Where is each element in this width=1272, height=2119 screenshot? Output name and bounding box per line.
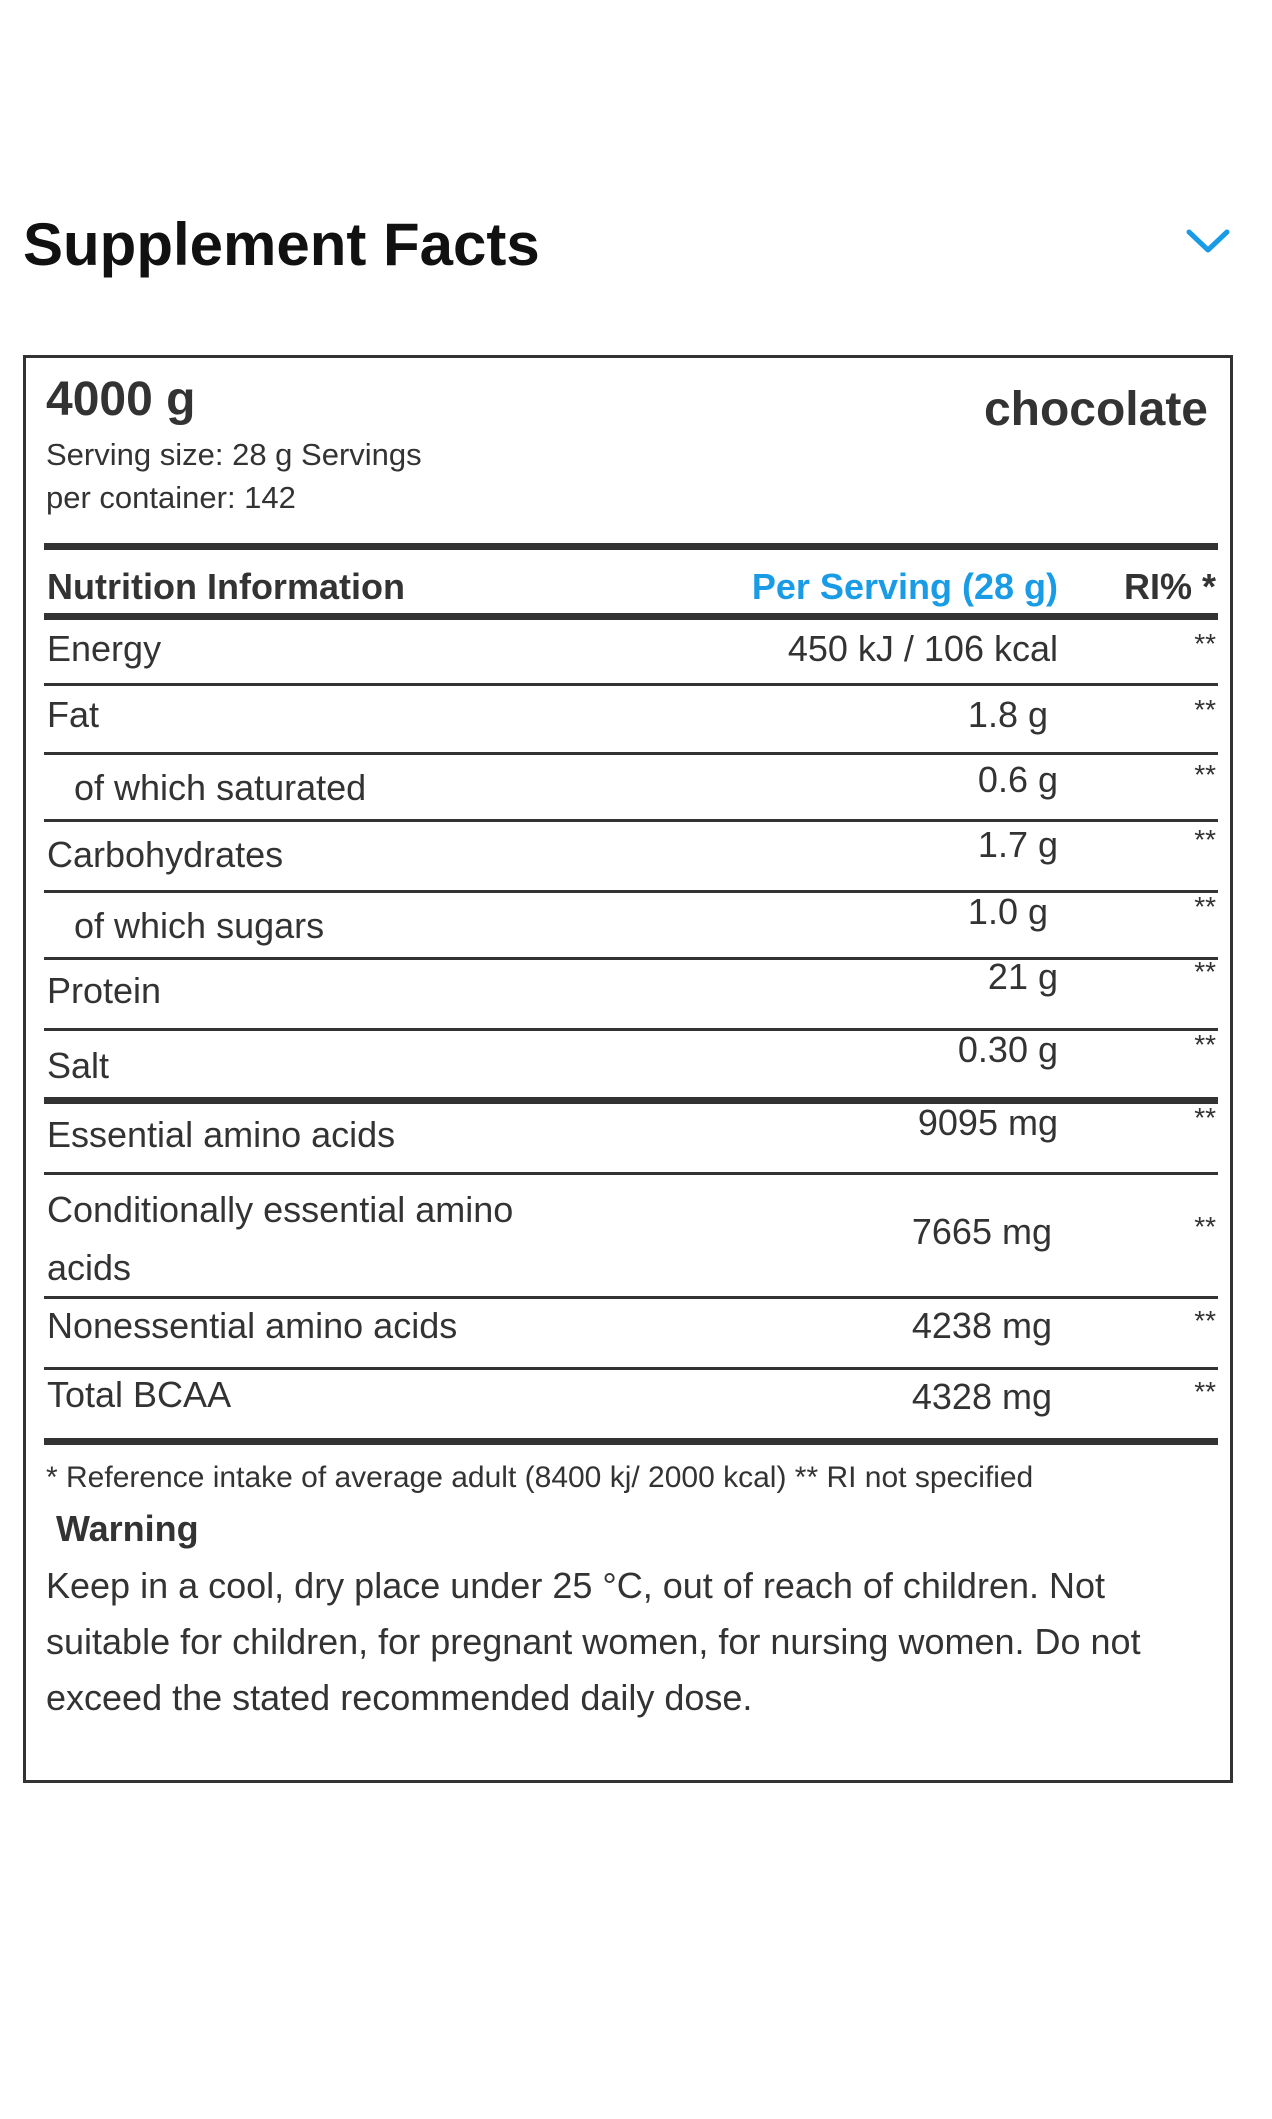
row-name: Conditionally essential amino acids bbox=[47, 1189, 514, 1288]
nutrition-table bbox=[44, 543, 1218, 1445]
row-ri: ** bbox=[1194, 891, 1216, 922]
table-row bbox=[44, 1031, 1218, 1100]
row-value: 450 kJ / 106 kcal bbox=[787, 628, 1058, 669]
row-name: Salt bbox=[47, 1045, 110, 1086]
row-ri: ** bbox=[1194, 1029, 1216, 1060]
table-row bbox=[44, 686, 1218, 755]
serving-info: Serving size: 28 g Servings per container: 142 bbox=[46, 437, 422, 515]
row-ri: ** bbox=[1194, 694, 1216, 725]
row-ri: ** bbox=[1194, 1305, 1216, 1336]
row-name: Nonessential amino acids bbox=[47, 1305, 458, 1346]
row-name: Carbohydrates bbox=[47, 834, 284, 875]
row-name: Protein bbox=[47, 970, 162, 1011]
table-divider bbox=[44, 543, 1218, 550]
row-value: 7665 mg bbox=[911, 1211, 1052, 1252]
row-ri: ** bbox=[1194, 1211, 1216, 1242]
table-header-row bbox=[44, 550, 1218, 616]
row-ri: ** bbox=[1194, 1376, 1216, 1407]
ri-footnote: * Reference intake of average adult (8400 kj/ 2000 kcal) ** RI not specified bbox=[46, 1461, 1034, 1494]
table-row bbox=[44, 1104, 1218, 1175]
row-value: 1.7 g bbox=[977, 824, 1058, 865]
row-value: 9095 mg bbox=[917, 1102, 1058, 1143]
product-flavor: chocolate bbox=[983, 383, 1208, 436]
product-weight: 4000 g bbox=[46, 373, 196, 426]
warning-text: Keep in a cool, dry place under 25 °C, out of reach of children. Not suitable for children, for pregnant women, for nursing women. Do not exceed the stated recommended daily dose. bbox=[46, 1565, 1141, 1718]
supplement-facts-header[interactable] bbox=[23, 200, 1233, 292]
table-row bbox=[44, 822, 1218, 893]
section-title: Supplement Facts bbox=[23, 211, 540, 278]
column-header-ri: RI% * bbox=[1123, 566, 1216, 607]
row-value: 1.0 g bbox=[967, 891, 1048, 932]
row-ri: ** bbox=[1194, 956, 1216, 987]
row-value: 4328 mg bbox=[911, 1376, 1052, 1417]
row-value: 0.30 g bbox=[957, 1029, 1058, 1070]
column-header-nutrition: Nutrition Information bbox=[47, 566, 405, 607]
row-name: Fat bbox=[47, 694, 100, 735]
row-name: Energy bbox=[47, 628, 162, 669]
row-name: Essential amino acids bbox=[47, 1114, 396, 1155]
table-row bbox=[44, 956, 1218, 1031]
table-row bbox=[44, 620, 1218, 686]
row-name: Total BCAA bbox=[47, 1374, 232, 1415]
row-value: 4238 mg bbox=[911, 1305, 1052, 1346]
row-value: 1.8 g bbox=[967, 694, 1048, 735]
row-ri: ** bbox=[1194, 824, 1216, 855]
row-name: of which saturated bbox=[74, 767, 367, 808]
table-row bbox=[44, 1299, 1218, 1370]
row-value: 21 g bbox=[987, 956, 1058, 997]
supplement-facts-panel bbox=[23, 355, 1233, 1783]
row-ri: ** bbox=[1194, 759, 1216, 790]
row-value: 0.6 g bbox=[977, 759, 1058, 800]
table-row bbox=[44, 893, 1218, 960]
table-divider bbox=[44, 1438, 1218, 1445]
table-row bbox=[44, 1175, 1218, 1299]
warning-title: Warning bbox=[56, 1508, 199, 1549]
row-name: of which sugars bbox=[74, 905, 325, 946]
table-row bbox=[44, 755, 1218, 822]
chevron-down-icon[interactable] bbox=[1183, 222, 1233, 262]
table-row bbox=[44, 1370, 1218, 1438]
column-header-per-serving: Per Serving (28 g) bbox=[751, 566, 1058, 607]
row-ri: ** bbox=[1194, 628, 1216, 659]
row-ri: ** bbox=[1194, 1102, 1216, 1133]
